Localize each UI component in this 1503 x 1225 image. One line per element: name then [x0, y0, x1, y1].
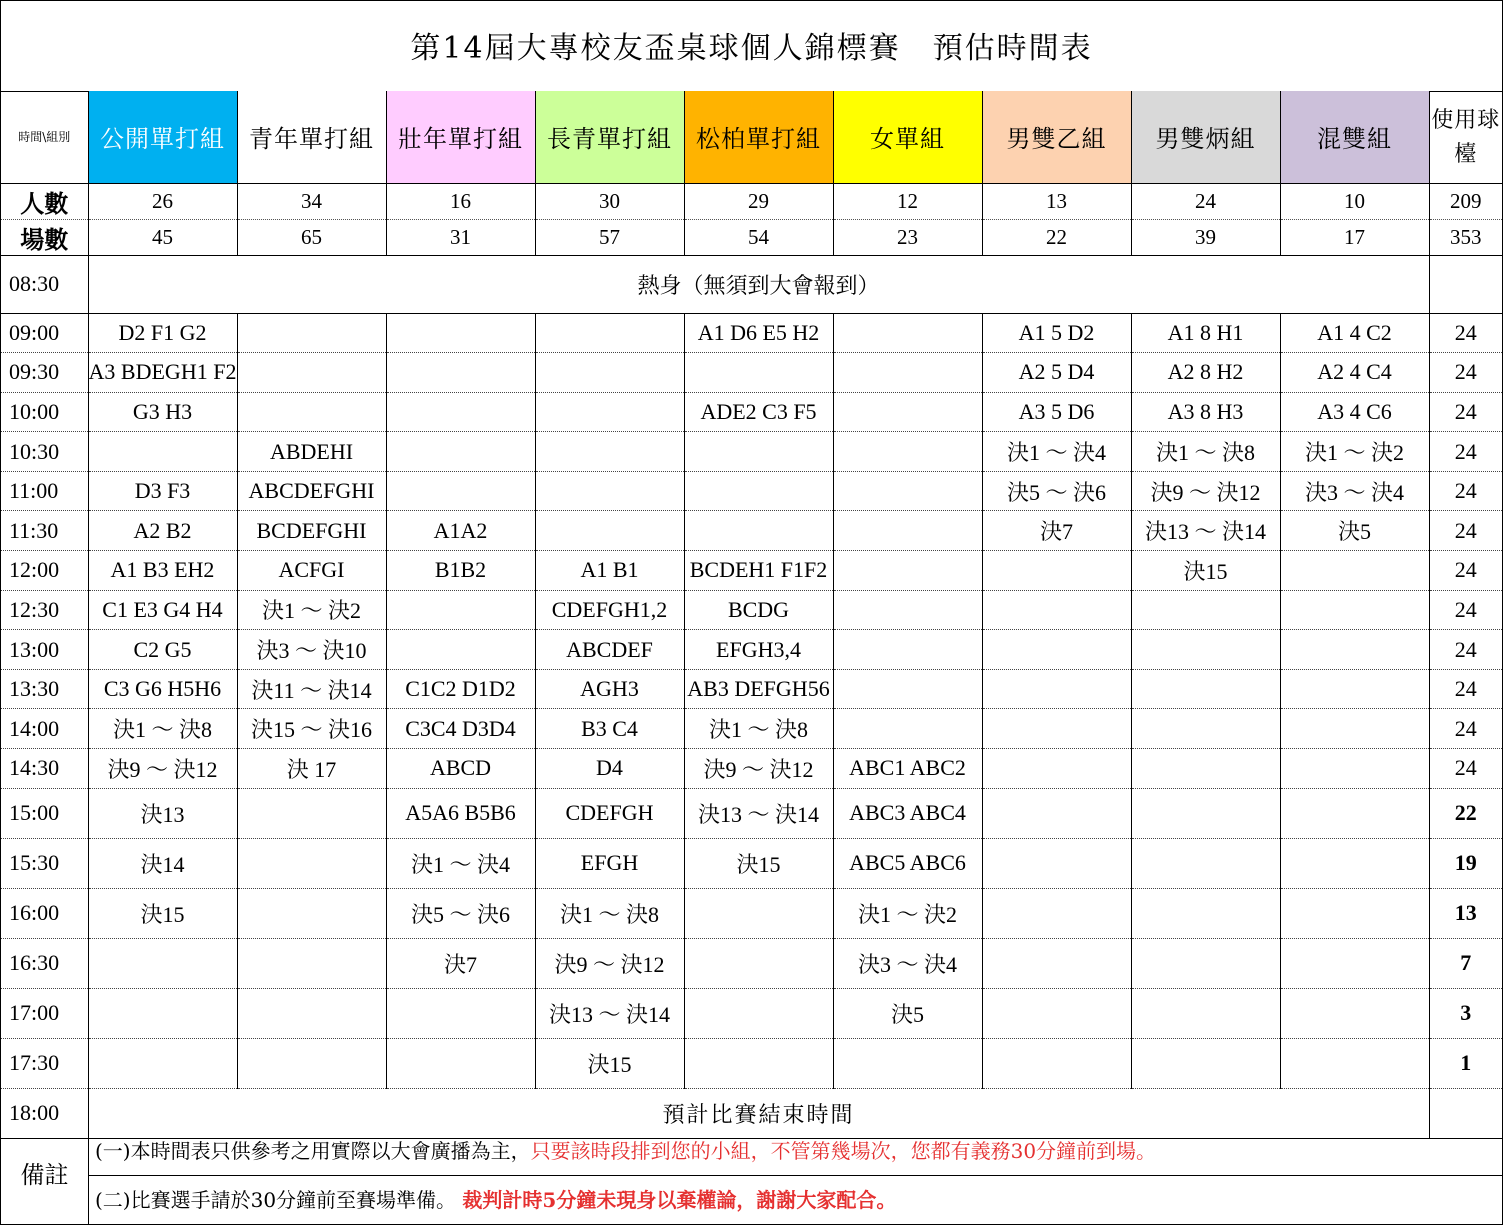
schedule-cell: A2 5 D4 — [982, 353, 1131, 393]
tables-count: 24 — [1429, 669, 1502, 709]
schedule-cell: ABC1 ABC2 — [833, 749, 982, 789]
page-title: 第14屆大專校友盃桌球個人錦標賽 預估時間表 — [1, 1, 1502, 92]
stats-value: 26 — [88, 183, 237, 219]
schedule-row — [1, 888, 1502, 938]
schedule-cell: CDEFGH — [535, 788, 684, 838]
time-label: 17:30 — [1, 1038, 88, 1088]
group-header: 壯年單打組 — [386, 91, 535, 183]
warmup-text: 熱身（無須到大會報到） — [88, 255, 1429, 313]
group-header: 青年單打組 — [237, 91, 386, 183]
schedule-cell: C1 E3 G4 H4 — [88, 590, 237, 630]
stats-value: 30 — [535, 183, 684, 219]
schedule-table — [1, 91, 1502, 1139]
time-label: 16:00 — [1, 888, 88, 938]
stats-row — [1, 183, 1502, 219]
schedule-cell — [684, 353, 833, 393]
schedule-row — [1, 988, 1502, 1038]
schedule-cell: 決9 ～ 決12 — [684, 749, 833, 789]
group-header: 混雙組 — [1280, 91, 1429, 183]
schedule-cell — [684, 988, 833, 1038]
schedule-cell: 決13 ～ 決14 — [1131, 511, 1280, 551]
schedule-cell: ABCDEFGHI — [237, 471, 386, 511]
schedule-cell — [833, 669, 982, 709]
schedule-cell — [684, 938, 833, 988]
schedule-cell — [1280, 988, 1429, 1038]
tables-count: 3 — [1429, 988, 1502, 1038]
time-label: 12:30 — [1, 590, 88, 630]
schedule-cell — [1131, 838, 1280, 888]
schedule-cell — [982, 709, 1131, 749]
schedule-row — [1, 551, 1502, 591]
schedule-cell — [1280, 1038, 1429, 1088]
schedule-cell: C2 G5 — [88, 630, 237, 670]
stats-value: 17 — [1280, 219, 1429, 255]
schedule-cell: EFGH — [535, 838, 684, 888]
schedule-cell: A3 5 D6 — [982, 392, 1131, 432]
schedule-cell — [1131, 630, 1280, 670]
schedule-cell — [833, 709, 982, 749]
schedule-cell — [833, 551, 982, 591]
schedule-cell: D3 F3 — [88, 471, 237, 511]
schedule-cell — [88, 938, 237, 988]
time-label: 09:00 — [1, 313, 88, 353]
schedule-cell: 決15 — [535, 1038, 684, 1088]
schedule-cell: 決7 — [982, 511, 1131, 551]
schedule-cell — [833, 1038, 982, 1088]
schedule-row — [1, 1038, 1502, 1088]
schedule-cell — [535, 432, 684, 472]
schedule-cell: 決15 — [1131, 551, 1280, 591]
schedule-cell: D2 F1 G2 — [88, 313, 237, 353]
schedule-cell: 決5 — [833, 988, 982, 1038]
schedule-cell — [1280, 749, 1429, 789]
schedule-cell — [237, 888, 386, 938]
schedule-cell: A1 4 C2 — [1280, 313, 1429, 353]
schedule-cell — [237, 1038, 386, 1088]
schedule-cell: BCDEFGHI — [237, 511, 386, 551]
schedule-cell — [982, 788, 1131, 838]
schedule-cell: A1 D6 E5 H2 — [684, 313, 833, 353]
schedule-cell — [386, 590, 535, 630]
remark-2-text: (二)比賽選手請於30分鐘前至賽場準備。 — [95, 1188, 463, 1212]
schedule-row — [1, 749, 1502, 789]
schedule-cell — [535, 511, 684, 551]
group-header: 公開單打組 — [88, 91, 237, 183]
end-text: 預計比賽結束時間 — [88, 1088, 1429, 1138]
schedule-cell — [237, 938, 386, 988]
group-header: 女單組 — [833, 91, 982, 183]
schedule-cell — [1131, 749, 1280, 789]
schedule-cell: 決5 — [1280, 511, 1429, 551]
schedule-cell: A1 8 H1 — [1131, 313, 1280, 353]
time-label: 15:00 — [1, 788, 88, 838]
schedule-cell: A1 B3 EH2 — [88, 551, 237, 591]
schedule-cell — [684, 1038, 833, 1088]
schedule-cell — [684, 511, 833, 551]
schedule-cell — [833, 392, 982, 432]
schedule-cell — [535, 471, 684, 511]
schedule-cell: 決1 ～ 決2 — [833, 888, 982, 938]
tables-count: 24 — [1429, 432, 1502, 472]
schedule-cell — [1280, 709, 1429, 749]
schedule-cell: A5A6 B5B6 — [386, 788, 535, 838]
schedule-cell — [1131, 788, 1280, 838]
schedule-cell — [982, 749, 1131, 789]
schedule-row — [1, 630, 1502, 670]
schedule-row — [1, 590, 1502, 630]
schedule-cell — [1280, 590, 1429, 630]
time-label: 08:30 — [1, 255, 88, 313]
schedule-cell: A1 B1 — [535, 551, 684, 591]
time-label: 16:30 — [1, 938, 88, 988]
remarks-section — [1, 1127, 1502, 1224]
schedule-cell: 決9 ～ 決12 — [1131, 471, 1280, 511]
schedule-cell: A3 BDEGH1 F2 — [88, 353, 237, 393]
schedule-cell: ABC3 ABC4 — [833, 788, 982, 838]
tables-count: 24 — [1429, 392, 1502, 432]
schedule-cell: A3 8 H3 — [1131, 392, 1280, 432]
stats-value: 65 — [237, 219, 386, 255]
schedule-cell: 決1 ～ 決8 — [88, 709, 237, 749]
schedule-cell: A2 4 C4 — [1280, 353, 1429, 393]
schedule-row — [1, 353, 1502, 393]
schedule-cell: 決3 ～ 決10 — [237, 630, 386, 670]
stats-total: 209 — [1429, 183, 1502, 219]
tables-count: 24 — [1429, 551, 1502, 591]
schedule-cell — [1280, 938, 1429, 988]
schedule-cell: ABC5 ABC6 — [833, 838, 982, 888]
stats-value: 54 — [684, 219, 833, 255]
schedule-cell — [237, 313, 386, 353]
schedule-row — [1, 313, 1502, 353]
time-label: 09:30 — [1, 353, 88, 393]
schedule-cell — [833, 353, 982, 393]
schedule-cell: 決15 — [88, 888, 237, 938]
schedule-cell — [982, 590, 1131, 630]
schedule-cell: 決7 — [386, 938, 535, 988]
schedule-cell — [833, 590, 982, 630]
schedule-cell — [386, 1038, 535, 1088]
schedule-cell — [833, 511, 982, 551]
tables-count: 7 — [1429, 938, 1502, 988]
schedule-cell: 決9 ～ 決12 — [535, 938, 684, 988]
schedule-cell: 決13 ～ 決14 — [535, 988, 684, 1038]
schedule-cell: 決13 ～ 決14 — [684, 788, 833, 838]
schedule-cell — [386, 630, 535, 670]
tables-count: 24 — [1429, 630, 1502, 670]
schedule-cell: C1C2 D1D2 — [386, 669, 535, 709]
use-table-header: 使用球檯 — [1429, 91, 1502, 183]
schedule-cell: 決5 ～ 決6 — [982, 471, 1131, 511]
schedule-row — [1, 471, 1502, 511]
schedule-cell — [982, 888, 1131, 938]
warmup-row — [1, 255, 1502, 313]
remarks-label: 備註 — [1, 1127, 89, 1224]
stats-value: 12 — [833, 183, 982, 219]
group-header: 長青單打組 — [535, 91, 684, 183]
schedule-cell: ABDEHI — [237, 432, 386, 472]
stats-value: 57 — [535, 219, 684, 255]
remark-line-2 — [89, 1176, 1500, 1224]
time-label: 14:30 — [1, 749, 88, 789]
stats-value: 29 — [684, 183, 833, 219]
tables-count: 24 — [1429, 749, 1502, 789]
time-label: 13:30 — [1, 669, 88, 709]
schedule-cell — [386, 471, 535, 511]
schedule-cell — [1280, 630, 1429, 670]
schedule-cell — [535, 353, 684, 393]
schedule-cell: 決15 ～ 決16 — [237, 709, 386, 749]
schedule-row — [1, 669, 1502, 709]
time-label: 17:00 — [1, 988, 88, 1038]
tables-count: 24 — [1429, 313, 1502, 353]
schedule-cell: 決1 ～ 決2 — [237, 590, 386, 630]
schedule-cell — [1280, 888, 1429, 938]
schedule-cell — [386, 353, 535, 393]
schedule-cell: A2 B2 — [88, 511, 237, 551]
schedule-row — [1, 392, 1502, 432]
schedule-cell: A1 5 D2 — [982, 313, 1131, 353]
time-label: 11:00 — [1, 471, 88, 511]
schedule-cell — [982, 988, 1131, 1038]
stats-value: 34 — [237, 183, 386, 219]
schedule-cell: A2 8 H2 — [1131, 353, 1280, 393]
schedule-cell — [982, 669, 1131, 709]
schedule-cell — [833, 471, 982, 511]
schedule-row — [1, 511, 1502, 551]
schedule-cell — [237, 988, 386, 1038]
schedule-cell — [88, 1038, 237, 1088]
time-label: 14:00 — [1, 709, 88, 749]
group-header: 男雙乙組 — [982, 91, 1131, 183]
tables-count: 24 — [1429, 353, 1502, 393]
schedule-cell: 決15 — [684, 838, 833, 888]
stats-label: 人數 — [1, 183, 88, 219]
schedule-row — [1, 788, 1502, 838]
schedule-cell: A3 4 C6 — [1280, 392, 1429, 432]
stats-value: 13 — [982, 183, 1131, 219]
tables-count — [1429, 255, 1502, 313]
schedule-cell: 決1 ～ 決8 — [684, 709, 833, 749]
stats-total: 353 — [1429, 219, 1502, 255]
schedule-cell — [386, 988, 535, 1038]
remark-1-highlight: 只要該時段排到您的小組，不管第幾場次，您都有義務30分鐘前到場。 — [530, 1139, 1157, 1163]
schedule-cell — [237, 392, 386, 432]
schedule-cell: C3C4 D3D4 — [386, 709, 535, 749]
schedule-cell: EFGH3,4 — [684, 630, 833, 670]
schedule-cell: 決 17 — [237, 749, 386, 789]
time-label: 13:00 — [1, 630, 88, 670]
schedule-cell: D4 — [535, 749, 684, 789]
remark-1-text: (一)本時間表只供參考之用實際以大會廣播為主， — [95, 1139, 531, 1163]
schedule-cell — [237, 353, 386, 393]
stats-value: 22 — [982, 219, 1131, 255]
schedule-cell: B3 C4 — [535, 709, 684, 749]
time-label: 15:30 — [1, 838, 88, 888]
tables-count: 24 — [1429, 709, 1502, 749]
schedule-cell: 決9 ～ 決12 — [88, 749, 237, 789]
schedule-cell: 決5 ～ 決6 — [386, 888, 535, 938]
schedule-cell — [1280, 838, 1429, 888]
stats-value: 10 — [1280, 183, 1429, 219]
schedule-cell: 決14 — [88, 838, 237, 888]
schedule-cell — [982, 551, 1131, 591]
schedule-cell — [1131, 938, 1280, 988]
schedule-cell — [1131, 590, 1280, 630]
schedule-cell — [982, 630, 1131, 670]
schedule-cell — [237, 838, 386, 888]
schedule-cell: CDEFGH1,2 — [535, 590, 684, 630]
time-label: 12:00 — [1, 551, 88, 591]
schedule-cell — [982, 1038, 1131, 1088]
remark-line-1 — [89, 1127, 1502, 1176]
schedule-cell: 決3 ～ 決4 — [833, 938, 982, 988]
schedule-cell — [684, 888, 833, 938]
schedule-cell — [386, 432, 535, 472]
schedule-cell: B1B2 — [386, 551, 535, 591]
schedule-cell: A1A2 — [386, 511, 535, 551]
schedule-cell: 決3 ～ 決4 — [1280, 471, 1429, 511]
stats-value: 24 — [1131, 183, 1280, 219]
schedule-cell: AGH3 — [535, 669, 684, 709]
group-header-row — [1, 91, 1502, 183]
stats-label: 場數 — [1, 219, 88, 255]
schedule-cell — [684, 471, 833, 511]
schedule-cell — [1131, 988, 1280, 1038]
time-label: 18:00 — [1, 1088, 88, 1138]
tables-count: 22 — [1429, 788, 1502, 838]
time-label: 10:00 — [1, 392, 88, 432]
remark-2-highlight: 裁判計時5分鐘未現身以棄權論，謝謝大家配合。 — [462, 1188, 897, 1212]
schedule-cell: BCDEH1 F1F2 — [684, 551, 833, 591]
group-header: 松柏單打組 — [684, 91, 833, 183]
tables-count: 19 — [1429, 838, 1502, 888]
schedule-cell — [1280, 669, 1429, 709]
schedule-cell: ABCDEF — [535, 630, 684, 670]
group-header: 男雙炳組 — [1131, 91, 1280, 183]
schedule-cell: 決11 ～ 決14 — [237, 669, 386, 709]
schedule-cell: G3 H3 — [88, 392, 237, 432]
schedule-cell — [535, 313, 684, 353]
tables-count: 24 — [1429, 590, 1502, 630]
schedule-cell: 決1 ～ 決2 — [1280, 432, 1429, 472]
schedule-cell: 決1 ～ 決4 — [386, 838, 535, 888]
schedule-cell: 決13 — [88, 788, 237, 838]
schedule-row — [1, 938, 1502, 988]
schedule-row — [1, 709, 1502, 749]
schedule-cell — [535, 392, 684, 432]
corner-label: 時間\組別 — [1, 91, 88, 183]
stats-value: 39 — [1131, 219, 1280, 255]
schedule-cell — [88, 988, 237, 1038]
schedule-cell — [1131, 1038, 1280, 1088]
schedule-row — [1, 838, 1502, 888]
schedule-cell — [88, 432, 237, 472]
tables-count: 24 — [1429, 511, 1502, 551]
schedule-row — [1, 432, 1502, 472]
schedule-cell — [386, 313, 535, 353]
schedule-cell — [1131, 709, 1280, 749]
schedule-cell — [1280, 788, 1429, 838]
schedule-cell — [237, 788, 386, 838]
schedule-cell — [386, 392, 535, 432]
schedule-cell: ABCD — [386, 749, 535, 789]
schedule-cell: BCDG — [684, 590, 833, 630]
schedule-cell: 決1 ～ 決4 — [982, 432, 1131, 472]
tables-count: 1 — [1429, 1038, 1502, 1088]
schedule-cell: 決1 ～ 決8 — [535, 888, 684, 938]
schedule-cell — [1131, 669, 1280, 709]
schedule-cell — [684, 432, 833, 472]
schedule-cell — [982, 838, 1131, 888]
schedule-cell: AB3 DEFGH56 — [684, 669, 833, 709]
schedule-cell: ADE2 C3 F5 — [684, 392, 833, 432]
time-label: 10:30 — [1, 432, 88, 472]
schedule-cell: ACFGI — [237, 551, 386, 591]
stats-value: 16 — [386, 183, 535, 219]
schedule-cell — [833, 313, 982, 353]
schedule-cell: 決1 ～ 決8 — [1131, 432, 1280, 472]
tables-count: 24 — [1429, 471, 1502, 511]
tables-count: 13 — [1429, 888, 1502, 938]
schedule-cell — [833, 630, 982, 670]
schedule-cell — [1131, 888, 1280, 938]
schedule-cell — [1280, 551, 1429, 591]
time-label: 11:30 — [1, 511, 88, 551]
stats-value: 45 — [88, 219, 237, 255]
stats-row — [1, 219, 1502, 255]
schedule-cell: C3 G6 H5H6 — [88, 669, 237, 709]
stats-value: 31 — [386, 219, 535, 255]
schedule-cell — [833, 432, 982, 472]
schedule-cell — [982, 938, 1131, 988]
stats-value: 23 — [833, 219, 982, 255]
